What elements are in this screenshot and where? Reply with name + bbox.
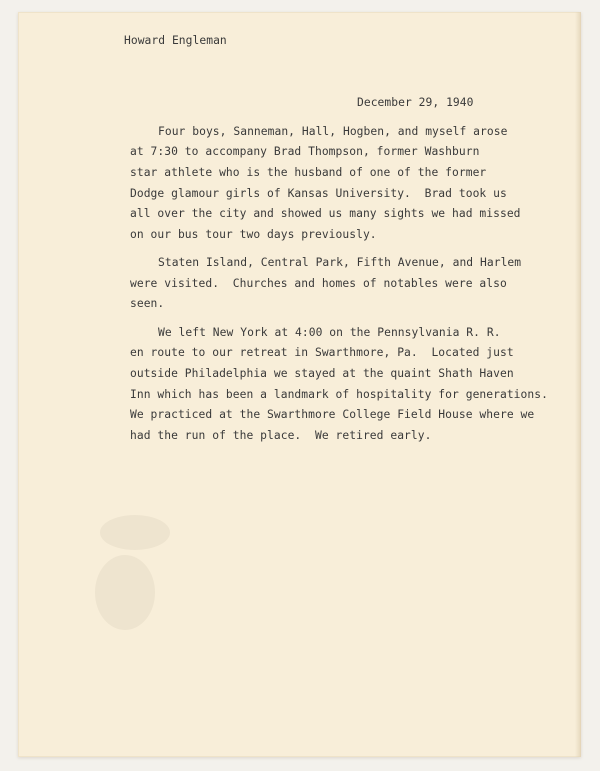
paragraph-1-line-6: on our bus tour two days previously. bbox=[130, 228, 377, 241]
paragraph-1-line-3: star athlete who is the husband of one of the former bbox=[130, 166, 487, 179]
author-name: Howard Engleman bbox=[124, 34, 227, 47]
paper-stain bbox=[95, 555, 155, 630]
paragraph-1-line-4: Dodge glamour girls of Kansas University. Brad took us bbox=[130, 187, 507, 200]
paper-edge-shadow bbox=[575, 12, 581, 757]
typed-letter-sheet bbox=[18, 12, 581, 757]
letter-date: December 29, 1940 bbox=[357, 96, 474, 109]
paragraph-1-line-5: all over the city and showed us many sights we had missed bbox=[130, 207, 521, 220]
paragraph-3-line-1: We left New York at 4:00 on the Pennsylvania R. R. bbox=[158, 326, 501, 339]
paragraph-3-line-5: We practiced at the Swarthmore College Field House where we bbox=[130, 408, 535, 421]
paragraph-3-line-6: had the run of the place. We retired early. bbox=[130, 429, 432, 442]
paper-stain bbox=[100, 515, 170, 550]
paragraph-3-line-2: en route to our retreat in Swarthmore, Pa. Located just bbox=[130, 346, 514, 359]
paragraph-3-line-3: outside Philadelphia we stayed at the quaint Shath Haven bbox=[130, 367, 514, 380]
paragraph-1-line-2: at 7:30 to accompany Brad Thompson, former Washburn bbox=[130, 145, 480, 158]
paragraph-3-line-4: Inn which has been a landmark of hospitality for generations. bbox=[130, 388, 548, 401]
paragraph-1-line-1: Four boys, Sanneman, Hall, Hogben, and myself arose bbox=[158, 125, 508, 138]
paragraph-2-line-2: were visited. Churches and homes of notables were also bbox=[130, 277, 507, 290]
paragraph-2-line-3: seen. bbox=[130, 297, 165, 310]
paragraph-2-line-1: Staten Island, Central Park, Fifth Avenue, and Harlem bbox=[158, 256, 522, 269]
